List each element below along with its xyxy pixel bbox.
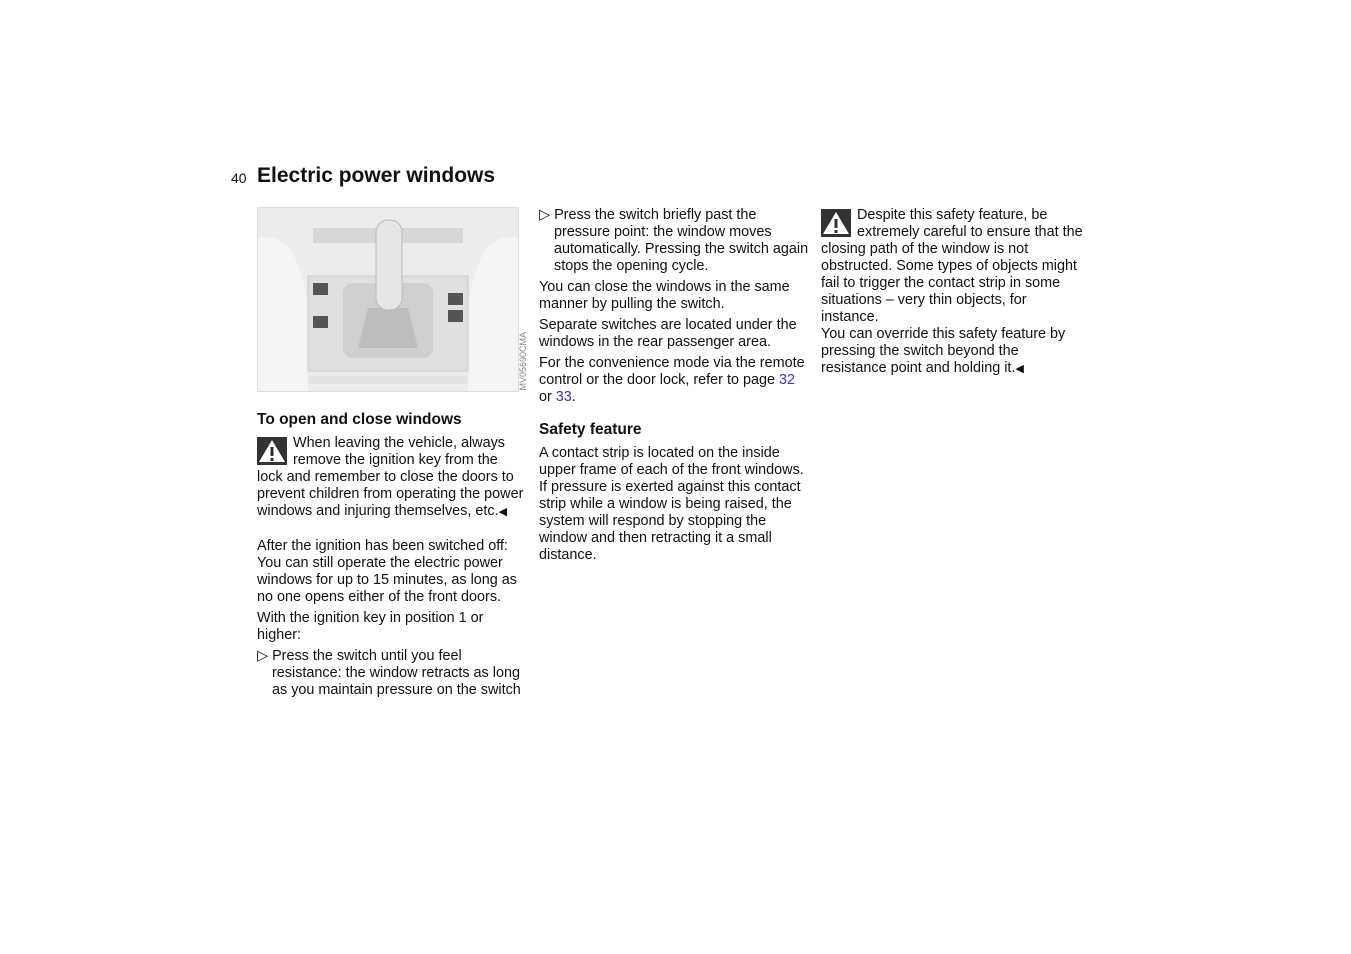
section-heading: To open and close windows	[257, 411, 462, 428]
bullet-icon: ▷	[257, 648, 269, 664]
paragraph: For the convenience mode via the remote control or the door lock, refer to page 32 or 33.	[539, 355, 805, 405]
warning-icon	[257, 437, 287, 465]
paragraph: After the ignition has been switched off: You can still operate the electric power windows for up to 15 minutes, as long as no one opens either of the front doors.	[257, 538, 517, 605]
gear-console-illustration	[257, 207, 519, 392]
warning-note: Despite this safety feature, be extremely careful to ensure that the closing path of the window is not obstructed. Some types of objects might fail to trigger the contact strip in some situations – very thin objects, for instance.	[821, 207, 1083, 325]
section-heading: Safety feature	[539, 421, 642, 438]
end-marker-icon: ◀	[1015, 363, 1024, 375]
end-marker-icon: ◀	[498, 506, 508, 518]
paragraph: Separate switches are located under the windows in the rear passenger area.	[539, 317, 797, 350]
page-link-32[interactable]: 32	[778, 372, 795, 388]
page-link-33[interactable]: 33	[555, 389, 572, 405]
column-3	[821, 207, 1086, 382]
column-1	[257, 207, 527, 703]
warning-note: When leaving the vehicle, always remove the ignition key from the lock and remember to close the doors to prevent children from operating the power windows and injuring themselves, etc.◀	[257, 435, 524, 519]
bullet-icon: ▷	[539, 207, 551, 223]
page-number: 40	[231, 170, 247, 186]
paragraph: You can override this safety feature by pressing the switch beyond the resistance point and holding it.◀	[821, 326, 1066, 376]
image-code: MV05690CMA	[518, 332, 528, 391]
page-title: Electric power windows	[257, 164, 496, 187]
column-2	[539, 207, 809, 568]
paragraph: A contact strip is located on the inside upper frame of each of the front windows. If pressure is exerted against this contact strip while a window is being raised, the system will respond by stopping the window and then retracting it a small distance.	[539, 445, 804, 563]
paragraph: You can close the windows in the same manner by pulling the switch.	[539, 279, 790, 312]
console-drawing	[258, 208, 518, 391]
bullet-item: ▷ Press the switch until you feel resistance: the window retracts as long as you maintain pressure on the switch	[257, 648, 521, 698]
paragraph: With the ignition key in position 1 or higher:	[257, 610, 484, 643]
bullet-item: ▷ Press the switch briefly past the pressure point: the window moves automatically. Pressing the switch again stops the opening cycle.	[539, 207, 809, 274]
warning-icon	[821, 209, 851, 237]
